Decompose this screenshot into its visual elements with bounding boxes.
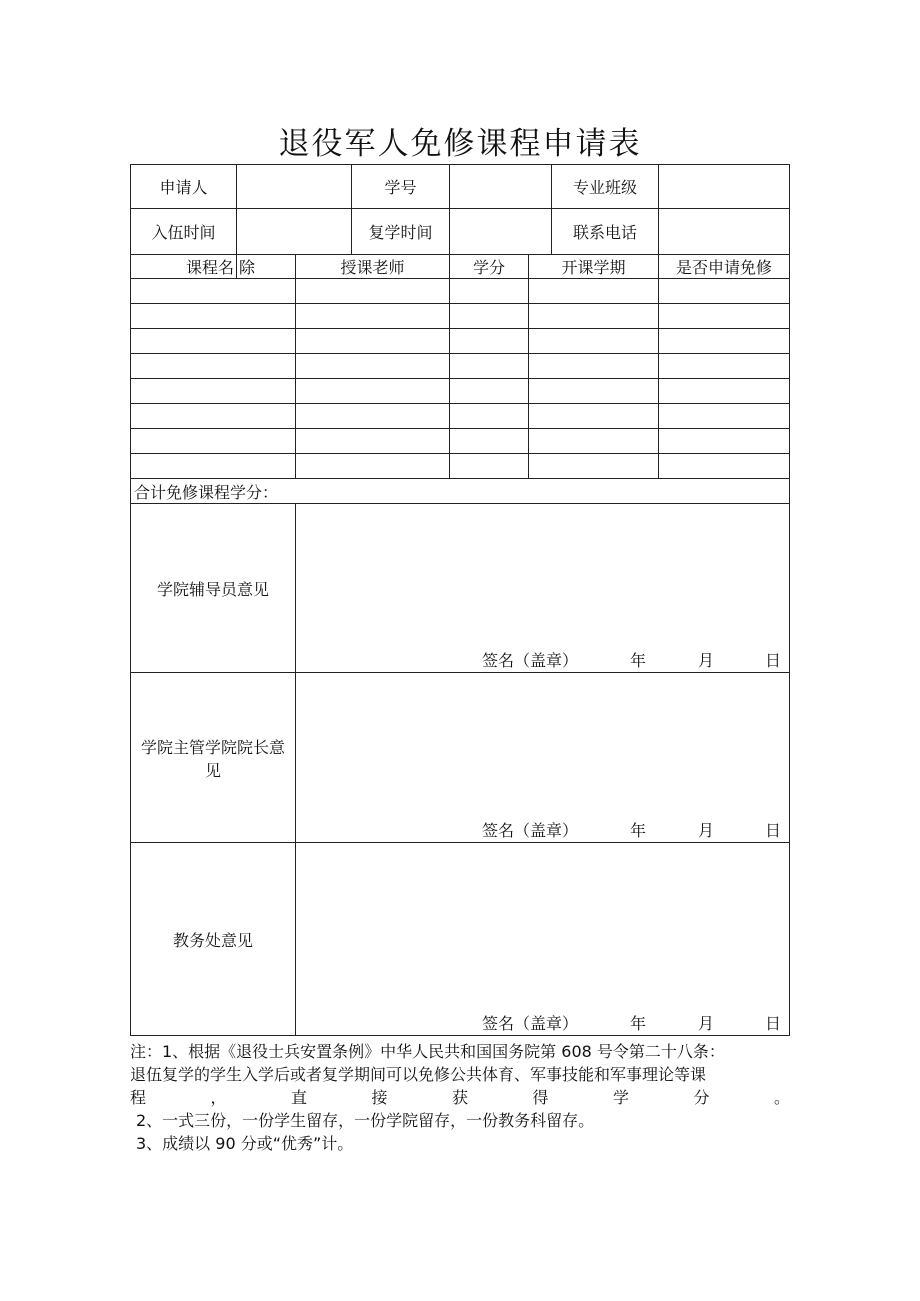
note-1-line-3: 程，直接获得学分。 <box>130 1088 790 1107</box>
phone-field[interactable] <box>658 208 790 255</box>
day-label: 日 <box>765 1014 782 1033</box>
signature-label: 签名（盖章） <box>482 821 579 840</box>
teacher-cell[interactable] <box>295 428 450 454</box>
exemption-cell[interactable] <box>658 428 790 454</box>
exemption-cell[interactable] <box>658 303 790 329</box>
major-class-field[interactable] <box>658 164 790 209</box>
teacher-cell[interactable] <box>295 403 450 429</box>
exemption-cell[interactable] <box>658 353 790 379</box>
academic-affairs-opinion-field[interactable] <box>295 842 790 1036</box>
form-title: 退役军人免修课程申请表 <box>278 126 642 162</box>
dean-opinion-label: 学院主管学院院长意见 <box>130 672 296 843</box>
day-label: 日 <box>765 821 782 840</box>
applicant-field[interactable] <box>236 164 352 209</box>
credits-cell[interactable] <box>449 403 529 429</box>
credits-cell[interactable] <box>449 303 529 329</box>
student-id-field[interactable] <box>449 164 552 209</box>
credits-cell[interactable] <box>449 453 529 479</box>
credits-cell[interactable] <box>449 278 529 304</box>
exemption-cell[interactable] <box>658 328 790 354</box>
course-name-cell[interactable] <box>130 403 296 429</box>
day-label: 日 <box>765 651 782 670</box>
exemption-cell[interactable] <box>658 403 790 429</box>
semester-cell[interactable] <box>528 453 659 479</box>
course-name-cell[interactable] <box>130 453 296 479</box>
signature-line <box>296 819 789 841</box>
notes-section <box>130 1040 790 1155</box>
course-name-cell[interactable] <box>130 378 296 404</box>
semester-cell[interactable] <box>528 303 659 329</box>
total-credits-label: 合计免修课程学分： <box>130 478 790 504</box>
year-label: 年 <box>630 1014 647 1033</box>
enlist-time-label: 入伍时间 <box>130 208 237 255</box>
course-name-header: 课程名 <box>130 254 237 279</box>
return-time-label: 复学时间 <box>351 208 450 255</box>
course-name-cell[interactable] <box>130 353 296 379</box>
credits-cell[interactable] <box>449 428 529 454</box>
course-name-cell[interactable] <box>130 328 296 354</box>
teacher-cell[interactable] <box>295 453 450 479</box>
exemption-cell[interactable] <box>658 378 790 404</box>
counselor-opinion-field[interactable] <box>295 503 790 673</box>
return-time-field[interactable] <box>449 208 552 255</box>
semester-cell[interactable] <box>528 403 659 429</box>
signature-label: 签名（盖章） <box>482 651 579 670</box>
year-label: 年 <box>630 651 647 670</box>
signature-line <box>296 649 789 671</box>
applicant-label: 申请人 <box>130 164 237 209</box>
semester-cell[interactable] <box>528 328 659 354</box>
phone-label: 联系电话 <box>551 208 659 255</box>
note-1-line-1: 注：1、根据《退役士兵安置条例》中华人民共和国国务院第 608 号令第二十八条： <box>130 1042 725 1061</box>
counselor-opinion-label: 学院辅导员意见 <box>130 503 296 673</box>
teacher-cell[interactable] <box>295 328 450 354</box>
major-class-label: 专业班级 <box>551 164 659 209</box>
academic-affairs-opinion-label: 教务处意见 <box>130 842 296 1036</box>
signature-label: 签名（盖章） <box>482 1014 579 1033</box>
month-label: 月 <box>698 651 715 670</box>
year-label: 年 <box>630 821 647 840</box>
signature-line <box>296 1012 789 1034</box>
month-label: 月 <box>698 821 715 840</box>
course-name-cell[interactable] <box>130 428 296 454</box>
exemption-cell[interactable] <box>658 278 790 304</box>
note-2: 2、一式三份，一份学生留存，一份学院留存，一份教务科留存。 <box>136 1111 595 1130</box>
semester-cell[interactable] <box>528 378 659 404</box>
exemption-header: 是否申请免修 <box>658 254 790 279</box>
credits-cell[interactable] <box>449 378 529 404</box>
semester-cell[interactable] <box>528 353 659 379</box>
student-id-label: 学号 <box>351 164 450 209</box>
teacher-cell[interactable] <box>295 303 450 329</box>
enlist-time-field[interactable] <box>236 208 352 255</box>
teacher-cell[interactable] <box>295 353 450 379</box>
course-name-header-overflow: 除 <box>236 254 296 279</box>
semester-header: 开课学期 <box>528 254 659 279</box>
course-name-cell[interactable] <box>130 303 296 329</box>
course-name-cell[interactable] <box>130 278 296 304</box>
note-3: 3、成绩以 90 分或“优秀”计。 <box>136 1134 354 1153</box>
application-form-table <box>130 164 790 1036</box>
credits-cell[interactable] <box>449 353 529 379</box>
dean-opinion-field[interactable] <box>295 672 790 843</box>
note-1-line-2: 退伍复学的学生入学后或者复学期间可以免修公共体育、军事技能和军事理论等课 <box>130 1065 707 1084</box>
exemption-cell[interactable] <box>658 453 790 479</box>
credits-cell[interactable] <box>449 328 529 354</box>
credits-header: 学分 <box>449 254 529 279</box>
teacher-cell[interactable] <box>295 378 450 404</box>
semester-cell[interactable] <box>528 428 659 454</box>
semester-cell[interactable] <box>528 278 659 304</box>
teacher-cell[interactable] <box>295 278 450 304</box>
teacher-header: 授课老师 <box>295 254 450 279</box>
month-label: 月 <box>698 1014 715 1033</box>
